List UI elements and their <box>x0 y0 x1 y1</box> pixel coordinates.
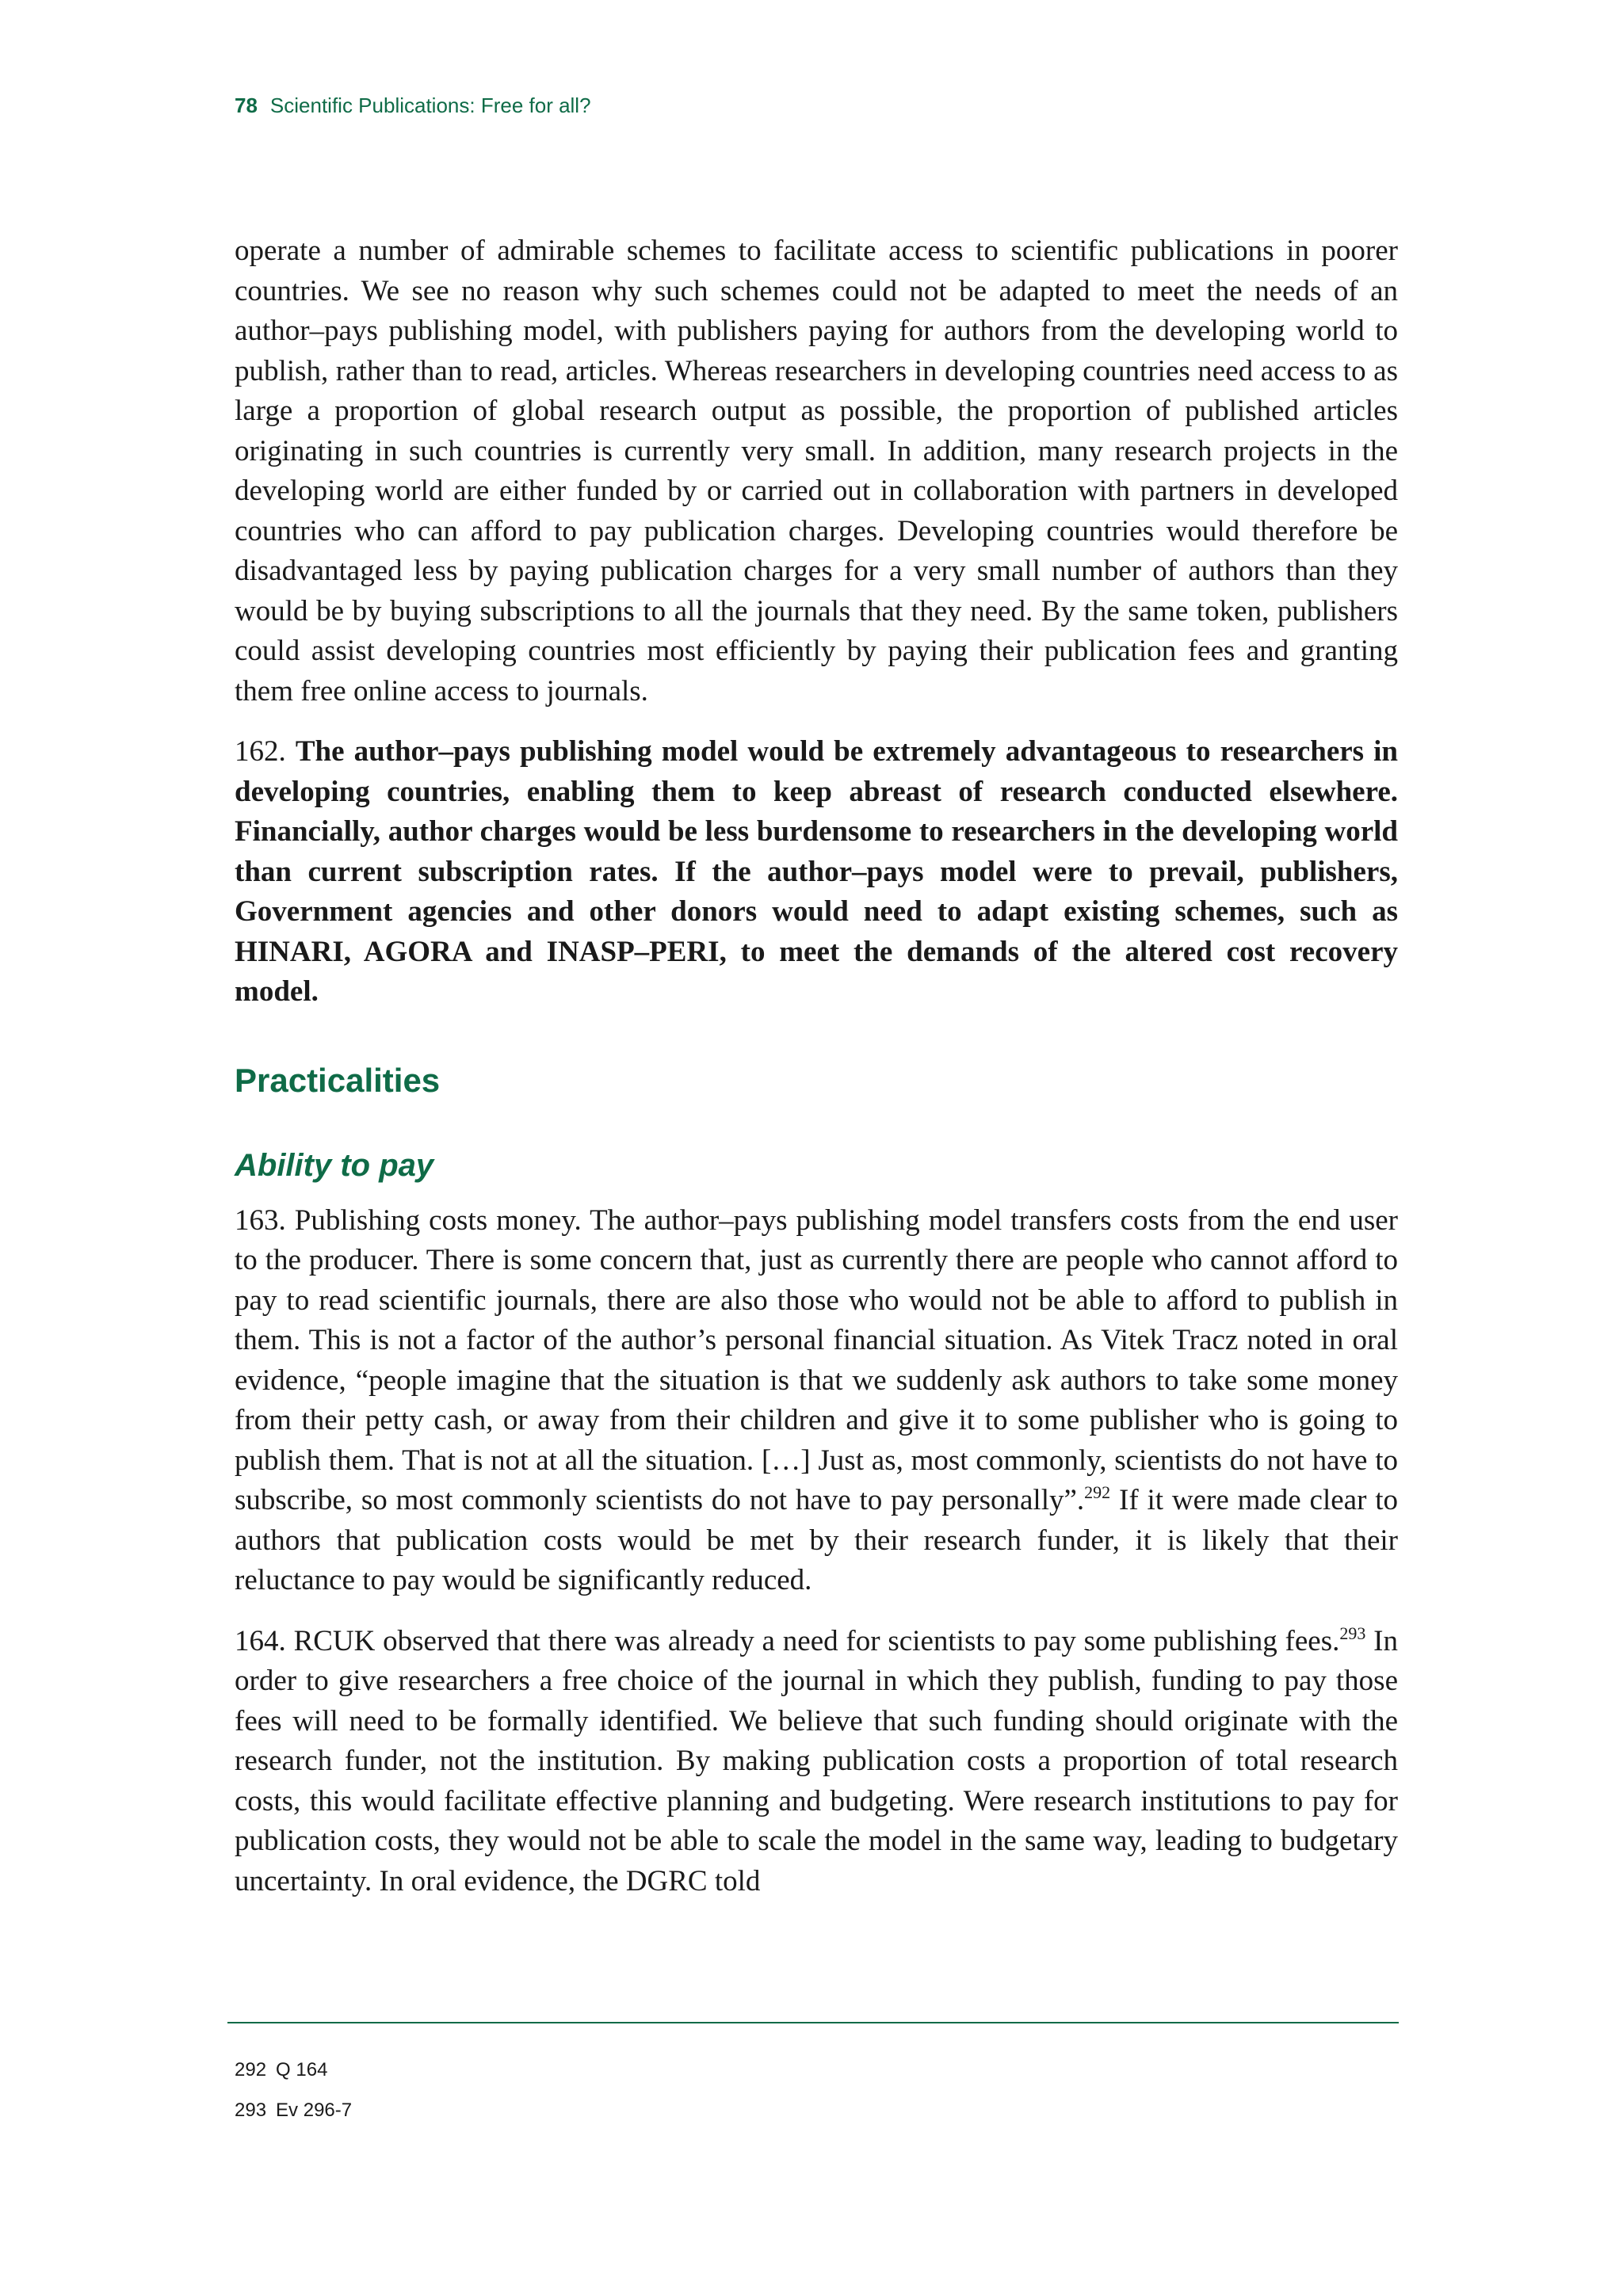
paragraph-163 <box>235 1201 1398 1601</box>
footnote-ref-293[interactable]: 293 <box>1339 1623 1366 1643</box>
footnote-divider <box>227 2022 1399 2023</box>
footnote-number: 292 <box>235 2059 267 2081</box>
footnote-292 <box>235 2057 352 2084</box>
footnote-ref-292[interactable]: 292 <box>1084 1482 1111 1502</box>
paragraph-162-conclusion: The author–pays publishing model would be extremely advantageous to researchers in developing countries, enabling them to keep abreast of research conducted elsewhere. Financially, author charges would be less burdensome to researchers in the developing world than current subscription rates. If the author–pays model were to prevail, publishers, Government agencies and other donors would need to adapt existing schemes, such as HINARI, AGORA and INASP–PERI, to meet the demands of the altered cost recovery model. <box>235 735 1398 1008</box>
footnote-text: Q 164 <box>276 2059 328 2081</box>
paragraph-number: 162. <box>235 735 286 768</box>
paragraph-162 <box>235 732 1398 1013</box>
paragraph-164 <box>235 1622 1398 1902</box>
page-number: 78 <box>235 93 258 117</box>
paragraph-number: 164. <box>235 1624 286 1657</box>
paragraph-continued: operate a number of admirable schemes to facilitate access to scientific publications in poorer countries. We see no reason why such schemes could not be adapted to meet the needs of an author–pays publishing model, with publishers paying for authors from the developing world to publish, rather than to read, articles. Whereas researchers in developing countries need access to as large a proportion of global research output as possible, the proportion of published articles originating in such countries is currently very small. In addition, many research projects in the developing world are either funded by or carried out in collaboration with partners in developed countries who can afford to pay publication charges. Developing countries would therefore be disadvantaged less by paying publication charges for a very small number of authors than they would be by buying subscriptions to all the journals that they need. By the same token, publishers could assist developing countries most efficiently by paying their publication fees and granting them free online access to journals. <box>235 235 1398 707</box>
footnote-number: 293 <box>235 2100 267 2121</box>
footnotes <box>235 2057 352 2138</box>
running-head <box>235 93 591 118</box>
paragraph-164-text-cont: In order to give researchers a free choice of the journal in which they publish, funding to pay those fees will need to be formally identified. We believe that such funding should originate with the research funder, not the institution. By making publication costs a proportion of total research costs, this would facilitate effective planning and budgeting. Were research institutions to pay for publication costs, they would not be able to scale the model in the same way, leading to budgetary uncertainty. In oral evidence, the DGRC told <box>235 1624 1398 1897</box>
page-body <box>235 231 1398 1922</box>
running-title: Scientific Publications: Free for all? <box>269 93 591 117</box>
footnote-text: Ev 296-7 <box>276 2100 353 2121</box>
section-heading: Practicalities <box>235 1061 441 1099</box>
paragraph-164-text: RCUK observed that there was already a need for scientists to pay some publishing fees. <box>293 1624 1340 1657</box>
footnote-293 <box>235 2097 352 2124</box>
paragraph-163-text: Publishing costs money. The author–pays publishing model transfers costs from the end user to the producer. There is some concern that, just as currently there are people who cannot afford to pay to read scientific journals, there are also those who would not be able to afford to publish in them. This is not a factor of the author’s personal financial situation. As Vitek Tracz noted in oral evidence, “people imagine that the situation is that we suddenly ask authors to take some money from their petty cash, or away from their children and give it to some publisher who is going to publish them. That is not at all the situation. […] Just as, most commonly, scientists do not have to subscribe, so most commonly scientists do not have to pay personally”. <box>235 1203 1398 1516</box>
paragraph-number: 163. <box>235 1203 286 1237</box>
subsection-heading: Ability to pay <box>235 1147 434 1183</box>
paragraph-163-text-cont: If it were made clear to authors that publication costs would be met by their research funder, it is likely that their reluctance to pay would be significantly reduced. <box>235 1484 1398 1596</box>
